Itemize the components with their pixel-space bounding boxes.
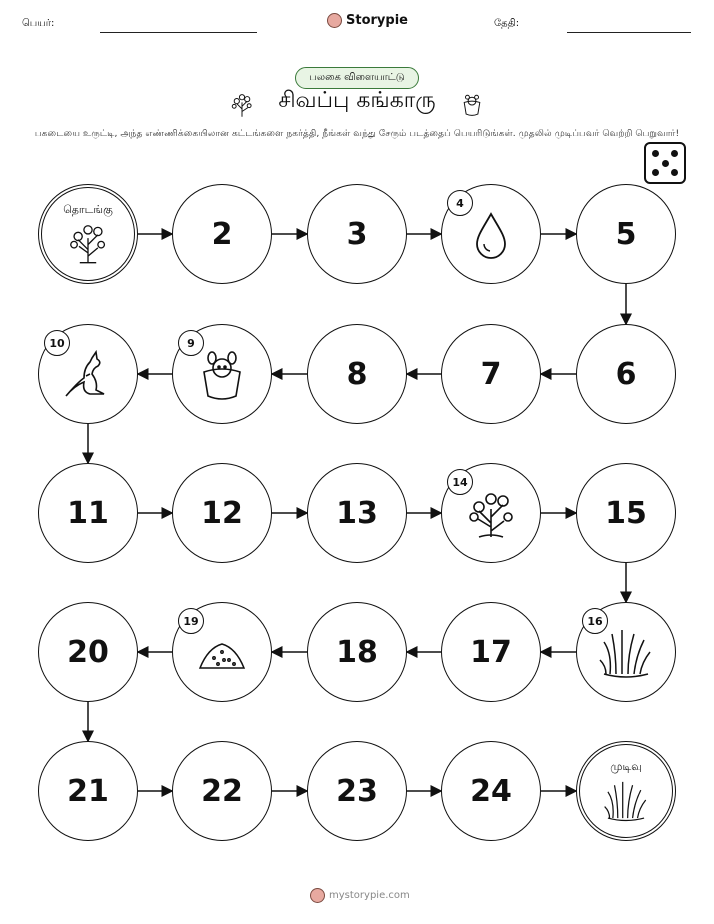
kangaroo-icon <box>60 346 116 402</box>
cell-number: 7 <box>480 356 502 392</box>
footer <box>310 888 410 903</box>
instructions: பகடையை உருட்டி, அந்த எண்ணிக்கையிலான கட்டங்களை நகர்த்தி, நீங்கள் வந்து சேரும் படத்தைப் பெயரிடுங்கள். முதலில் முடிப்பவர் வெற்றி பெறுவார்! <box>34 128 680 139</box>
end-label: முடிவு <box>610 759 642 773</box>
bear-icon <box>310 888 325 903</box>
board-cell-22 <box>172 741 272 841</box>
board-cell-24 <box>441 741 541 841</box>
board-cell-7 <box>441 324 541 424</box>
footer-url: mystorypie.com <box>329 890 410 901</box>
board-cell-15 <box>576 463 676 563</box>
cell-number: 11 <box>67 495 109 531</box>
grass-icon <box>598 624 654 680</box>
cell-number: 20 <box>67 634 109 670</box>
board-cell-25 <box>576 741 676 841</box>
board-cell-21 <box>38 741 138 841</box>
board-cell-5 <box>576 184 676 284</box>
cell-number: 2 <box>211 216 233 252</box>
board-cell-3 <box>307 184 407 284</box>
cell-number-badge: 9 <box>178 330 204 356</box>
board-cell-12 <box>172 463 272 563</box>
cell-number: 12 <box>201 495 243 531</box>
board-cell-2 <box>172 184 272 284</box>
start-label: தொடங்கு <box>63 202 113 216</box>
cell-number: 6 <box>615 356 637 392</box>
brand-name: Storypie <box>346 13 408 28</box>
cell-number: 22 <box>201 773 243 809</box>
board-cell-23 <box>307 741 407 841</box>
cell-number: 24 <box>470 773 512 809</box>
board-cell-17 <box>441 602 541 702</box>
grass-icon <box>603 777 649 823</box>
board-cell-20 <box>38 602 138 702</box>
board-cell-18 <box>307 602 407 702</box>
page-title: சிவப்பு கங்காரு <box>278 88 436 113</box>
cell-number-badge: 16 <box>582 608 608 634</box>
dirt-mound-icon <box>194 624 250 680</box>
water-drop-icon <box>463 206 519 262</box>
cell-number-badge: 14 <box>447 469 473 495</box>
cell-number: 8 <box>346 356 368 392</box>
cell-number: 17 <box>470 634 512 670</box>
cell-number-badge: 10 <box>44 330 70 356</box>
cell-number: 15 <box>605 495 647 531</box>
shrub-icon <box>463 485 519 541</box>
cell-number: 18 <box>336 634 378 670</box>
tree-icon <box>65 220 111 266</box>
cell-number: 5 <box>615 216 637 252</box>
category-tag: பலகை விளையாட்டு <box>295 67 419 89</box>
cell-number: 23 <box>336 773 378 809</box>
joey-pouch-icon <box>194 346 250 402</box>
cell-number-badge: 19 <box>178 608 204 634</box>
board-cell-6 <box>576 324 676 424</box>
board-cell-8 <box>307 324 407 424</box>
board-cell-11 <box>38 463 138 563</box>
date-label: தேதி: <box>494 18 520 29</box>
cell-number: 13 <box>336 495 378 531</box>
cell-number: 21 <box>67 773 109 809</box>
name-label: பெயர்: <box>22 18 55 29</box>
cell-number-badge: 4 <box>447 190 473 216</box>
cell-number: 3 <box>346 216 368 252</box>
board-cell-13 <box>307 463 407 563</box>
board-cell-1 <box>38 184 138 284</box>
